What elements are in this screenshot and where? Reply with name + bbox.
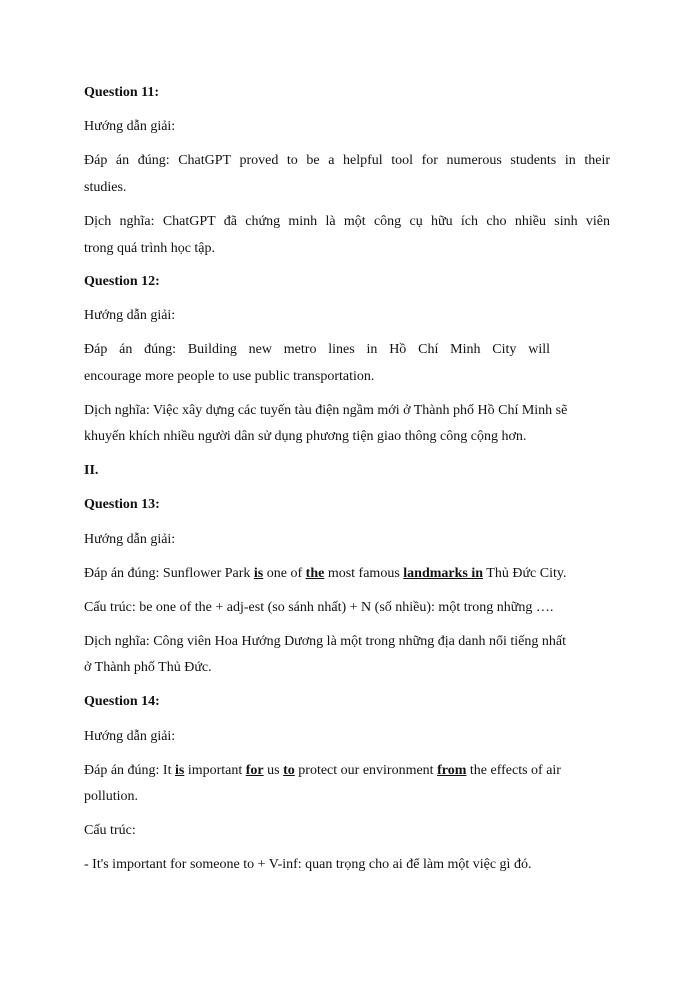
q14-answer xyxy=(84,762,561,780)
q13-answer-prefix: Đáp án đúng: Sunflower Park xyxy=(84,566,254,581)
q12-translation-line2: khuyến khích nhiều người dân sử dụng phương tiện giao thông công cộng hơn. xyxy=(84,429,527,444)
q12-answer-line1 xyxy=(84,341,550,359)
q11-translation-line2: trong quá trình học tập. xyxy=(84,241,216,256)
q13-translation-line2: ở Thành phố Thủ Đức. xyxy=(84,660,212,675)
q14-answer-underline-4: from xyxy=(437,763,467,778)
q14-answer-text-2: us xyxy=(263,763,284,778)
q12-answer-line2: encourage more people to use public transportation. xyxy=(84,369,375,384)
q13-title: Question 13: xyxy=(84,497,160,512)
q13-translation-line1: Dịch nghĩa: Công viên Hoa Hướng Dương là một trong những địa danh nổi tiếng nhất xyxy=(84,634,567,649)
q12-answer-text: Đáp án đúng: Building new metro lines in Hồ Chí Minh City will xyxy=(84,342,550,357)
q13-answer-underline-3: landmarks in xyxy=(403,566,484,581)
q14-answer-underline-3: to xyxy=(283,763,295,778)
q14-answer-underline-1: is xyxy=(174,763,185,778)
q13-answer-text-1: one of xyxy=(263,566,306,581)
q13-answer-text-2: most famous xyxy=(324,566,404,581)
q14-structure-label: Cấu trúc: xyxy=(84,823,136,838)
q14-answer-text-3: protect our environment xyxy=(294,763,438,778)
q12-guide: Hướng dẫn giải: xyxy=(84,308,176,323)
q11-translation-line1 xyxy=(84,213,610,231)
q14-answer-text-4: the effects of air xyxy=(466,763,561,778)
q14-structure-item: - It's important for someone to + V-inf: quan trọng cho ai để làm một việc gì đó. xyxy=(84,857,532,872)
q11-title: Question 11: xyxy=(84,85,160,100)
q14-answer-line2: pollution. xyxy=(84,789,139,804)
q11-guide: Hướng dẫn giải: xyxy=(84,119,176,134)
q14-answer-text-1: important xyxy=(184,763,246,778)
q14-answer-underline-2: for xyxy=(245,763,264,778)
q11-answer-line1 xyxy=(84,152,610,170)
q14-answer-prefix: Đáp án đúng: It xyxy=(84,763,175,778)
q14-title: Question 14: xyxy=(84,694,160,709)
q13-answer-underline-2: the xyxy=(305,566,325,581)
q13-answer-underline-1: is xyxy=(253,566,264,581)
q13-guide: Hướng dẫn giải: xyxy=(84,532,176,547)
q12-translation-line1: Dịch nghĩa: Việc xây dựng các tuyến tàu điện ngầm mới ở Thành phố Hồ Chí Minh sẽ xyxy=(84,403,568,418)
q11-translation-text: Dịch nghĩa: ChatGPT đã chứng minh là một công cụ hữu ích cho nhiều sinh viên xyxy=(84,214,610,229)
q13-answer xyxy=(84,565,566,583)
q11-answer-text: Đáp án đúng: ChatGPT proved to be a helpful tool for numerous students in their xyxy=(84,153,610,168)
q12-title: Question 12: xyxy=(84,274,160,289)
q14-guide: Hướng dẫn giải: xyxy=(84,729,176,744)
q13-structure: Cấu trúc: be one of the + adj-est (so sánh nhất) + N (số nhiều): một trong những …. xyxy=(84,600,554,615)
section-heading: II. xyxy=(84,463,99,478)
q13-answer-text-3: Thủ Đức City. xyxy=(483,566,567,581)
q11-answer-line2: studies. xyxy=(84,180,127,195)
